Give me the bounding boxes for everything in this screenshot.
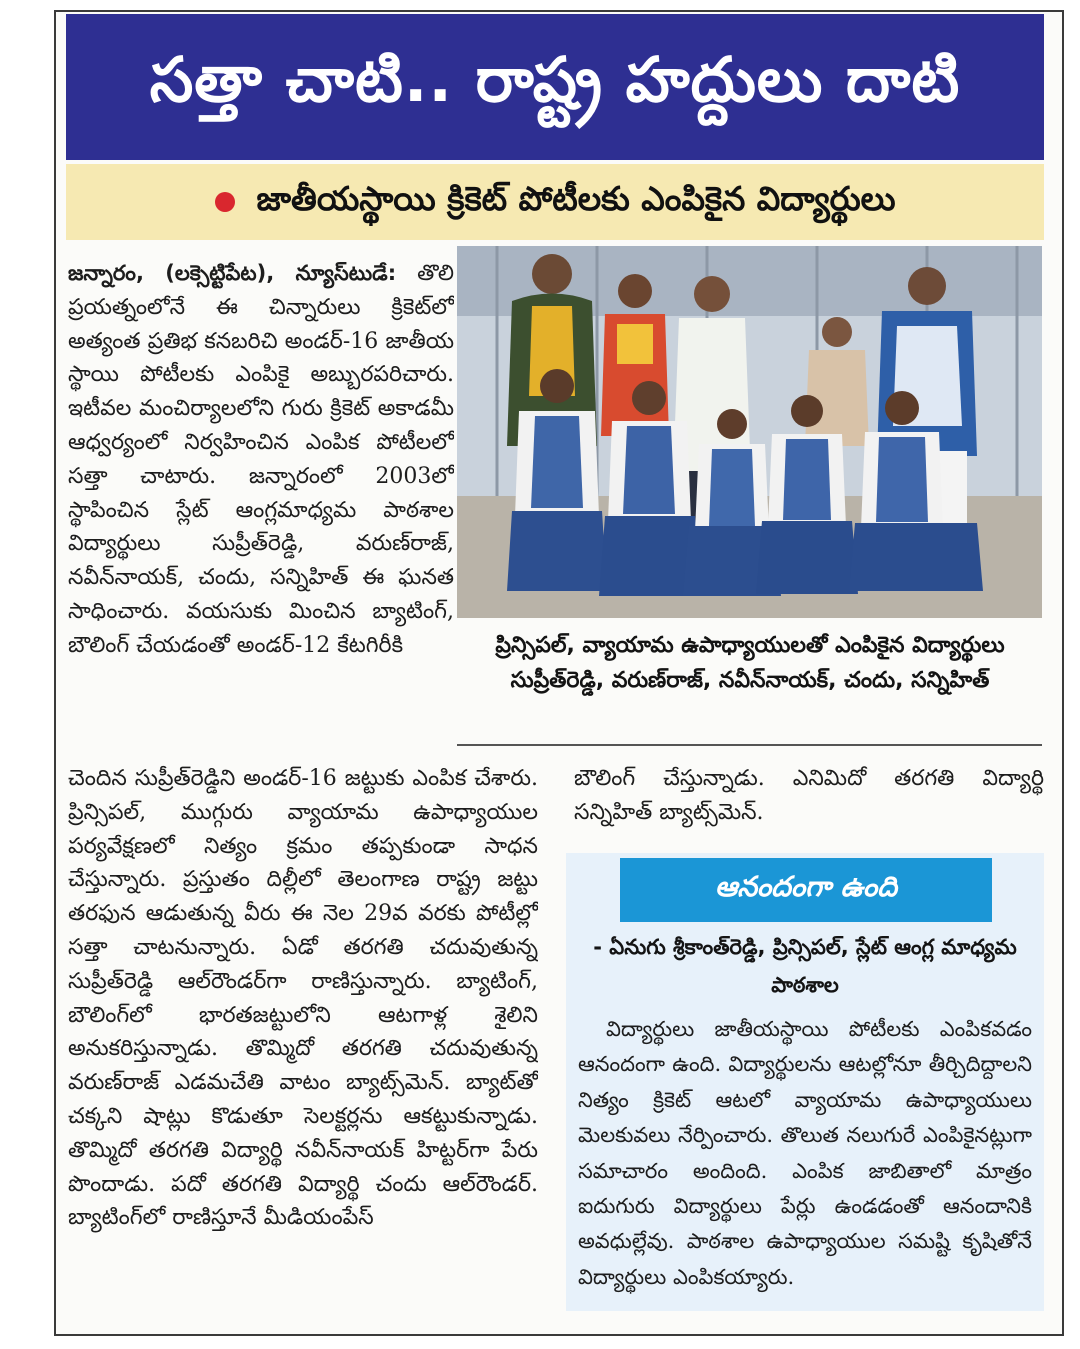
team-photo-illustration [457,246,1042,618]
photo-caption: ప్రిన్సిపల్, వ్యాయామ ఉపాధ్యాయులతో ఎంపికైన విద్యార్థులు సుప్రీత్‌రెడ్డి, వరుణ్‌రాజ్, నవీన్‌నాయక్, చందు, సన్నిహిత్ [495,633,1005,693]
section-divider [457,744,1042,746]
article-column-2: చెందిన సుప్రీత్‌రెడ్డిని అండర్-16 జట్టుకు ఎంపిక చేశారు. ప్రిన్సిపల్, ముగ్గురు వ్యాయామ ఉపాధ్యాయుల పర్యవేక్షణలో నిత్యం క్రమం తప్పకుండా సాధన చేస్తున్నారు. ప్రస్తుతం దిల్లీలో తెలంగాణ రాష్ట్ర జట్టు తరఫున ఆడుతున్న వీరు ఈ నెల 29వ వరకు పోటీల్లో సత్తా చాటనున్నారు. ఏడో తరగతి చదువుతున్న సుప్రీత్‌రెడ్డి ఆల్‌రౌండర్‌గా రాణిస్తున్నారు. బ్యాటింగ్, బౌలింగ్‌లో భారతజట్టులోని ఆటగాళ్ల శైలిని అనుకరిస్తున్నాడు. తొమ్మిదో తరగతి చదువుతున్న వరుణ్‌రాజ్ ఎడమచేతి వాటం బ్యాట్స్‌మెన్. బ్యాట్‌తో చక్కని షాట్లు కొడుతూ సెలక్టర్లను ఆకట్టుకున్నాడు. తొమ్మిదో తరగతి విద్యార్థి నవీన్‌నాయక్ హిట్టర్‌గా పేరు పొందాడు. పదో తరగతి విద్యార్థి చందు ఆల్‌రౌండర్. బ్యాటింగ్‌లో రాణిస్తూనే మీడియంపేస్ [68,766,538,1231]
subheadline-bar [66,164,1044,240]
article-body-1: తొలి ప్రయత్నంలోనే ఈ చిన్నారులు క్రికెట్‌లో అత్యంత ప్రతిభ కనబరిచి అండర్-16 జాతీయ స్థాయి పోటీలకు ఎంపికై అబ్బురపరిచారు. ఇటీవల మంచిర్యాలలోని గురు క్రికెట్ అకాడమీ ఆధ్వర్యంలో నిర్వహించిన ఎంపిక పోటీలలో సత్తా చాటారు. జన్నారంలో 2003లో స్థాపించిన స్లేట్ ఆంగ్లమాధ్యమ పాఠశాల విద్యార్థులు సుప్రీత్‌రెడ్డి, వరుణ్‌రాజ్, నవీన్‌నాయక్, చందు, సన్నిహిత్ ఈ ఘనత సాధించారు. వయసుకు మించిన బ్యాటింగ్, బౌలింగ్ చేయడంతో అండర్-12 కేటగిరీకి [68,261,454,658]
quote-box-body: విద్యార్థులు జాతీయస్థాయి పోటీలకు ఎంపికవడం ఆనందంగా ఉంది. విద్యార్థులను ఆటల్లోనూ తీర్చిదిద్దాలని నిత్యం క్రికెట్ ఆటలో వ్యాయామ ఉపాధ్యాయులు మెలకువలు నేర్పించారు. తొలుత నలుగురే ఎంపికైనట్లుగా సమాచారం అందింది. ఎంపిక జాబితాలో మాత్రం ఐదుగురు విద్యార్థులు పేర్లు ఉండడంతో ఆనందానికి అవధుల్లేవు. పాఠశాల ఉపాధ్యాయుల సమష్టి కృషితోనే విద్యార్థులు ఎంపికయ్యారు. [578,1017,1032,1289]
headline: సత్తా చాటి.. రాష్ట్ర హద్దులు దాటి [66,14,1044,160]
dateline: జన్నారం, (లక్సెట్టిపేట), న్యూస్‌టుడే: [68,261,397,285]
bullet-icon [215,192,235,212]
subheadline: జాతీయస్థాయి క్రికెట్ పోటీలకు ఎంపికైన విద్యార్థులు [256,178,896,218]
quote-box-byline: - ఏనుగు శ్రీకాంత్‌రెడ్డి, ప్రిన్సిపల్, స్లేట్ ఆంగ్ల మాధ్యమ పాఠశాల [593,935,1017,997]
team-photo [457,246,1042,618]
article-column-3: బౌలింగ్ చేస్తున్నాడు. ఎనిమిదో తరగతి విద్యార్థి సన్నిహిత్ బ్యాట్స్‌మెన్. [574,766,1044,825]
article-column-1 [68,257,454,747]
quote-box-title: ఆనందంగా ఉంది [620,858,992,922]
